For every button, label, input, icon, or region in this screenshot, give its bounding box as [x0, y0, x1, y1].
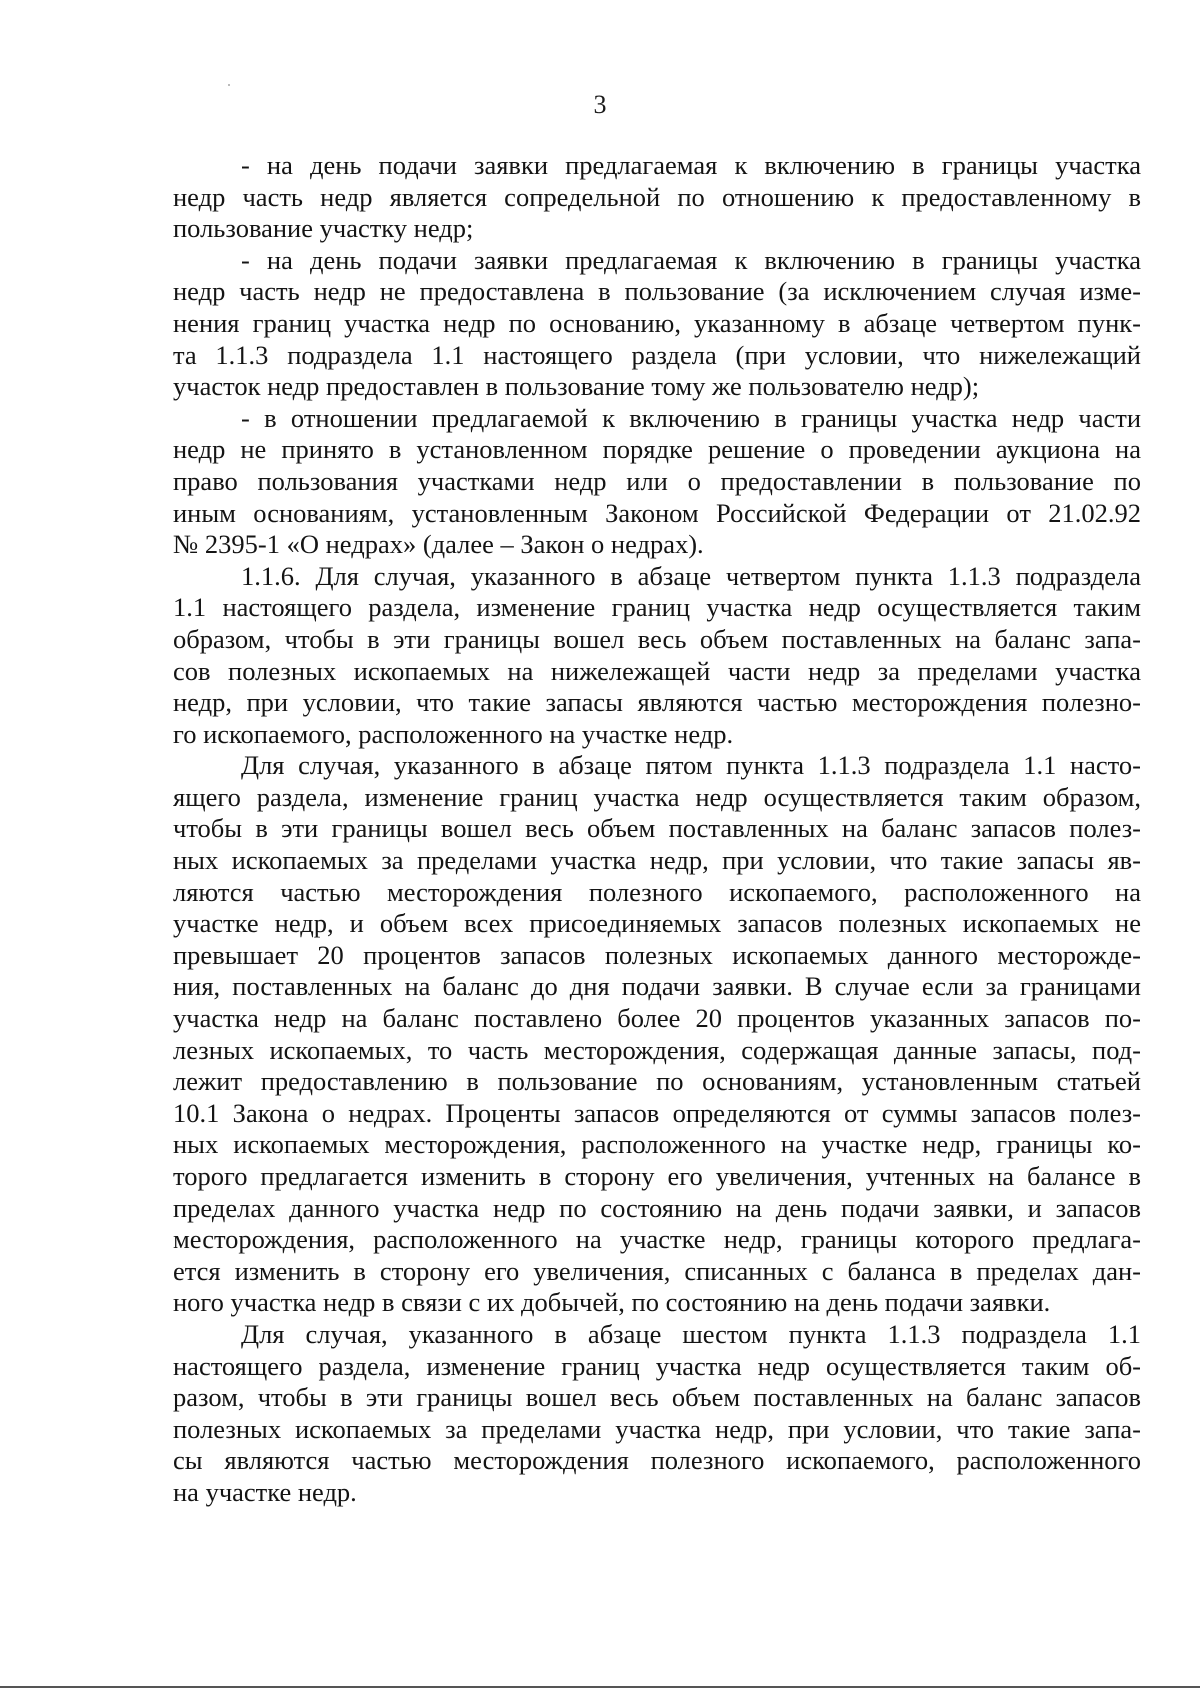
text-line: на участке недр.: [173, 1476, 357, 1507]
text-line: торого предлагается изменить в сторону его увеличения, учтенных на балансе в: [173, 1161, 1141, 1191]
text-line: полезных ископаемых за пределами участка недр, при условии, что такие запа-: [173, 1413, 1141, 1444]
paragraph: [173, 403, 1141, 561]
text-line: - на день подачи заявки предлагаемая к включению в границы участка: [241, 244, 1141, 275]
text-line: 1.1.6. Для случая, указанного в абзаце четвертом пункта 1.1.3 подраздела: [241, 560, 1141, 591]
text-line: Для случая, указанного в абзаце шестом пункта 1.1.3 подраздела 1.1: [241, 1318, 1141, 1349]
document-body: [173, 150, 1141, 1509]
text-line: пользование участку недр;: [173, 213, 474, 244]
text-line: участке недр, и объем всех присоединяемых запасов полезных ископаемых не: [173, 908, 1141, 939]
text-line: 1.1 настоящего раздела, изменение границ участка недр осуществляется таким: [173, 592, 1141, 623]
text-line: участок недр предоставлен в пользование тому же пользователю недр);: [173, 371, 980, 402]
paragraph: [173, 245, 1141, 403]
text-line: сов полезных ископаемых на нижележащей части недр за пределами участка: [173, 655, 1141, 686]
text-line: превышает 20 процентов запасов полезных ископаемых данного месторожде-: [173, 939, 1141, 970]
scan-speck: [228, 84, 230, 86]
text-line: ящего раздела, изменение границ участка недр осуществляется таким образом,: [173, 781, 1141, 812]
text-line: сы являются частью месторождения полезного ископаемого, расположенного: [173, 1445, 1141, 1476]
paragraph: [173, 561, 1141, 751]
text-line: месторождения, расположенного на участке недр, границы которого предлага-: [173, 1224, 1141, 1255]
text-line: ляются частью месторождения полезного ископаемого, расположенного на: [173, 876, 1141, 907]
text-line: недр часть недр не предоставлена в пользование (за исключением случая изме-: [173, 276, 1141, 307]
page-number: 3: [593, 90, 607, 119]
text-line: № 2395-1 «О недрах» (далее – Закон о недрах).: [173, 529, 704, 560]
text-line: настоящего раздела, изменение границ участка недр осуществляется таким об-: [173, 1350, 1141, 1381]
text-line: право пользования участками недр или о предоставлении в пользование по: [173, 465, 1141, 496]
paragraph: [173, 1319, 1141, 1509]
text-line: ного участка недр в связи с их добычей, по состоянию на день подачи заявки.: [173, 1287, 1051, 1318]
paragraph: [173, 150, 1141, 245]
text-line: ется изменить в сторону его увеличения, списанных с баланса в пределах дан-: [173, 1255, 1141, 1286]
text-line: иным основаниям, установленным Законом Российской Федерации от 21.02.92: [173, 497, 1141, 528]
text-line: ния, поставленных на баланс до дня подачи заявки. В случае если за границами: [173, 971, 1141, 1002]
text-line: нения границ участка недр по основанию, указанному в абзаце четвертом пунк-: [173, 307, 1141, 338]
text-line: недр не принято в установленном порядке решение о проведении аукциона на: [173, 434, 1141, 465]
text-line: образом, чтобы в эти границы вошел весь объем поставленных на баланс запа-: [173, 623, 1141, 654]
text-line: Для случая, указанного в абзаце пятом пункта 1.1.3 подраздела 1.1 насто-: [241, 750, 1141, 781]
text-line: участка недр на баланс поставлено более 20 процентов указанных запасов по-: [173, 1003, 1141, 1034]
text-line: лежит предоставлению в пользование по основаниям, установленным статьей: [173, 1066, 1141, 1097]
text-line: пределах данного участка недр по состоянию на день подачи заявки, и запасов: [173, 1192, 1141, 1223]
text-line: разом, чтобы в эти границы вошел весь объем поставленных на баланс запасов: [173, 1382, 1141, 1413]
text-line: чтобы в эти границы вошел весь объем поставленных на баланс запасов полез-: [173, 813, 1141, 844]
paragraph: [173, 750, 1141, 1319]
text-line: ных ископаемых за пределами участка недр, при условии, что такие запасы яв-: [173, 845, 1141, 876]
text-line: - в отношении предлагаемой к включению в границы участка недр части: [241, 402, 1141, 433]
text-line: лезных ископаемых, то часть месторождения, содержащая данные запасы, под-: [173, 1034, 1141, 1065]
text-line: го ископаемого, расположенного на участке недр.: [173, 718, 734, 749]
text-line: - на день подачи заявки предлагаемая к включению в границы участка: [241, 150, 1141, 180]
text-line: 10.1 Закона о недрах. Проценты запасов определяются от суммы запасов полез-: [173, 1097, 1141, 1128]
page-bottom-edge: [0, 1686, 1200, 1688]
text-line: недр часть недр является сопредельной по отношению к предоставленному в: [173, 181, 1141, 212]
text-line: ных ископаемых месторождения, расположенного на участке недр, границы ко-: [173, 1129, 1141, 1160]
text-line: та 1.1.3 подраздела 1.1 настоящего раздела (при условии, что нижележащий: [173, 339, 1141, 370]
text-line: недр, при условии, что такие запасы являются частью месторождения полезно-: [173, 687, 1141, 718]
